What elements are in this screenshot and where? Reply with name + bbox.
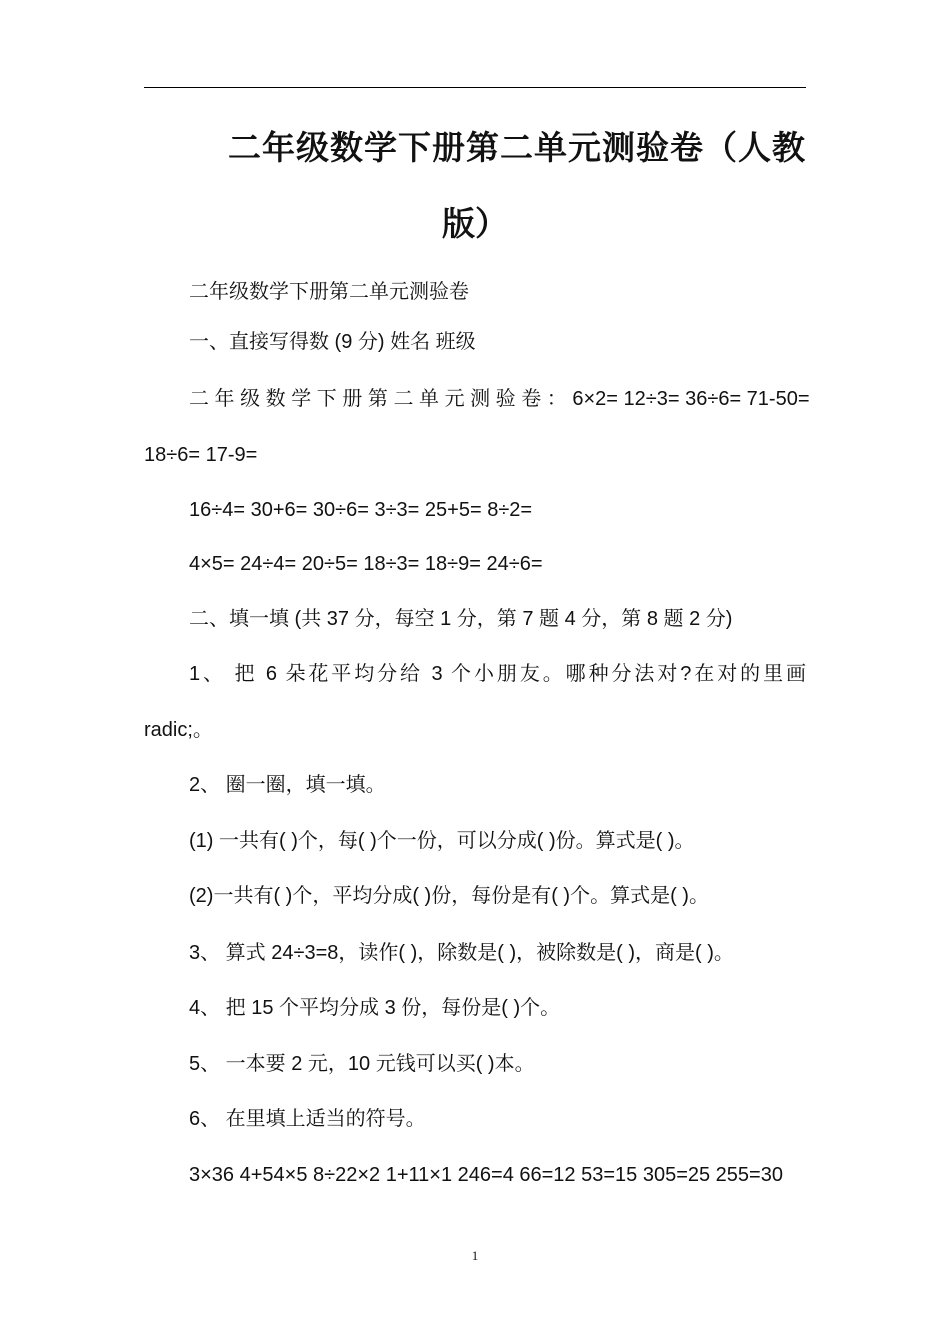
question-2: 2、 圈一圈，填一填。 (189, 774, 386, 796)
question-1-cont: radic;。 (144, 719, 213, 741)
document-title-line-1: 二年级数学下册第二单元测验卷（人教 (228, 128, 806, 167)
question-6: 6、 在里填上适当的符号。 (189, 1108, 426, 1130)
page-number: 1 (471, 1248, 479, 1263)
header-rule (144, 87, 806, 88)
question-5: 5、 一本要 2 元，10 元钱可以买( )本。 (189, 1053, 535, 1075)
calc-line-1-cont: 18÷6= 17-9= (144, 444, 258, 466)
calc-line-2: 16÷4= 30+6= 30÷6= 3÷3= 25+5= 8÷2= (189, 499, 533, 521)
paragraph-subtitle: 二年级数学下册第二单元测验卷 (189, 281, 469, 303)
question-3: 3、 算式 24÷3=8，读作( )，除数是( )，被除数是( )，商是( )。 (189, 942, 734, 964)
section-1-heading: 一、直接写得数 (9 分) 姓名 班级 (189, 331, 476, 353)
question-2-part-2: (2)一共有( )个，平均分成( )份，每份是有( )个。算式是( )。 (189, 885, 709, 907)
question-6-expressions: 3×36 4+54×5 8÷22×2 1+11×1 246=4 66=12 53=15 305=25 255=30 (189, 1164, 783, 1186)
calc-line-3: 4×5= 24÷4= 20÷5= 18÷3= 18÷9= 24÷6= (189, 553, 543, 575)
section-2-heading: 二、填一填 (共 37 分，每空 1 分，第 7 题 4 分，第 8 题 2 分) (189, 608, 733, 630)
calc-line-1: 二 年 级 数 学 下 册 第 二 单 元 测 验 卷 ： 6×2= 12÷3= 36÷6= 71-50= (189, 388, 810, 410)
question-1: 1、 把 6 朵花平均分给 3 个小朋友。哪种分法对?在对的里画 (189, 663, 806, 685)
question-2-part-1: (1) 一共有( )个，每( )个一份，可以分成( )份。算式是( )。 (189, 830, 695, 852)
question-4: 4、 把 15 个平均分成 3 份，每份是( )个。 (189, 997, 561, 1019)
document-title-line-2: 版） (442, 204, 508, 243)
